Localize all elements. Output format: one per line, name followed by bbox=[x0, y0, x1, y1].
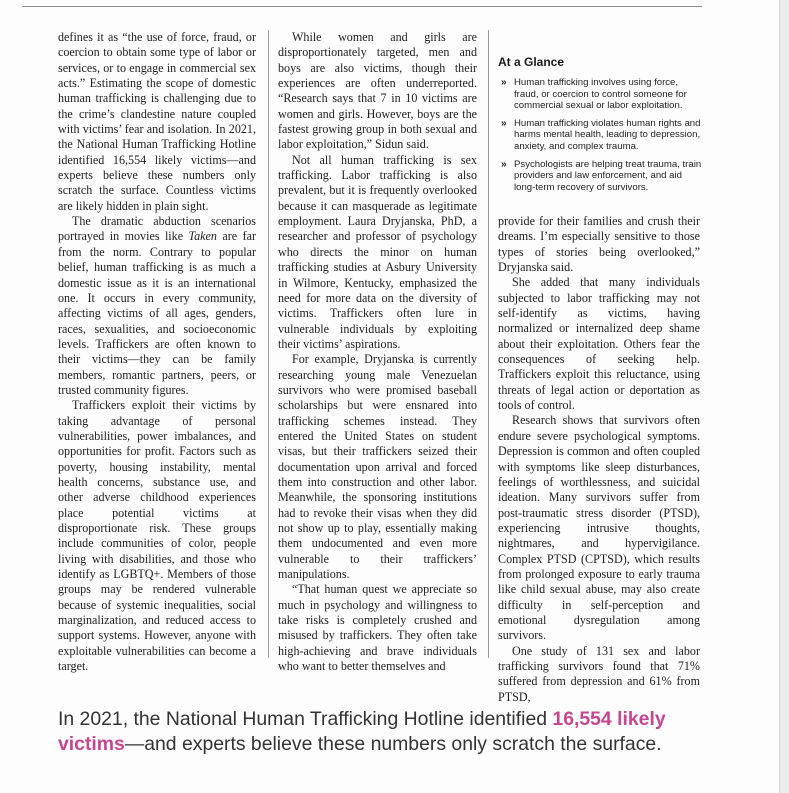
chevron-bullet-icon: » bbox=[501, 117, 507, 129]
column2-paragraph-1: While women and girls are disproportionately targeted, men and boys are also victims, though their experiences are often underreported. “Research says that 7 in 10 victims are women and girls. However, boys are the fastest growing group in both sexual and labor exploitation,” Sidun said. bbox=[278, 30, 477, 152]
pull-quote bbox=[58, 707, 718, 757]
column1-paragraph-1: defines it as “the use of force, fraud, or coercion to obtain some type of labor or services, or to engage in commercial sex acts.” Estimating the scope of domestic human trafficking is challenging due to the crime’s clandestine nature coupled with victims’ fear and isolation. In 2021, the National Human Trafficking Hotline identified 16,554 likely victims—and experts believe these numbers only scratch the surface. Countless victims are likely hidden in plain sight. bbox=[58, 30, 256, 213]
column1-paragraph-2 bbox=[58, 214, 256, 398]
movie-title: Taken bbox=[188, 229, 217, 244]
column2-paragraph-3: For example, Dryjanska is currently researching young male Venezuelan survivors who were promised baseball scholarships but were ensnared into trafficking schemes instead. They entered the United States on student visas, but their traffickers seized their documentation upon arrival and forced them into construction and other labor. Meanwhile, the sponsoring institutions had to revoke their visas when they did not show up to play, essentially making them undocumented and even more vulnerable to their traffickers’ manipulations. bbox=[278, 352, 477, 582]
chevron-bullet-icon: » bbox=[501, 77, 507, 88]
page-edge bbox=[779, 0, 789, 793]
top-rule bbox=[22, 6, 702, 7]
pull-quote-highlight: 16,554 likely victims bbox=[58, 708, 666, 755]
pull-quote-after: —and experts believe these numbers only scratch the surface. bbox=[124, 733, 662, 755]
glance-item-text: Human trafficking involves using force, fraud, or coercion to control someone for commercial sexual or labor exploitation. bbox=[514, 77, 687, 112]
column-divider-1 bbox=[268, 30, 269, 658]
column3-paragraph-3: Research shows that survivors often endure severe psychological symptoms. Depression is common and often coupled with symptoms like sleep disturbances, feelings of worthlessness, and suicidal ideation. Many survivors suffer from post-traumatic stress disorder (PTSD), experiencing intrusive thoughts, nightmares, and hypervigilance. Complex PTSD (CPTSD), which results from prolonged exposure to early trauma like child sexual abuse, may also create difficulty in self-perception and emotional dysregulation among survivors. bbox=[498, 413, 700, 643]
glance-item bbox=[498, 118, 703, 153]
glance-item-text: Human trafficking violates human rights and harms mental health, leading to depression, anxiety, and complex trauma. bbox=[514, 117, 701, 152]
article-column-3 bbox=[498, 214, 700, 705]
at-a-glance-box bbox=[498, 55, 703, 199]
column1-p2-before: The dramatic abduction scenarios portrayed in movies like bbox=[58, 214, 256, 244]
column2-paragraph-2: Not all human trafficking is sex trafficking. Labor trafficking is also prevalent, but it is frequently overlooked because it can masquerade as legitimate employment. Laura Dryjanska, PhD, a researcher and professor of psychology who directs the minor on human trafficking studies at Asbury University in Wilmore, Kentucky, emphasized the need for more data on the diversity of victims. Traffickers often lure in vulnerable individuals by exploiting their victims’ aspirations. bbox=[278, 152, 477, 351]
article-column-2 bbox=[278, 30, 477, 674]
glance-item-text: Psychologists are helping treat trauma, train providers and law enforcement, and aid long-term recovery of survivors. bbox=[514, 158, 702, 193]
column3-paragraph-4: One study of 131 sex and labor trafficking survivors found that 71% suffered from depression and 61% from PTSD, bbox=[498, 643, 700, 704]
glance-item bbox=[498, 77, 703, 112]
glance-title: At a Glance bbox=[498, 55, 565, 69]
glance-list bbox=[498, 77, 703, 193]
chevron-bullet-icon: » bbox=[501, 158, 507, 170]
column3-paragraph-1: provide for their families and crush their dreams. I’m especially sensitive to those types of stories being overlooked,” Dryjanska said. bbox=[498, 214, 700, 275]
column1-paragraph-3: Traffickers exploit their victims by taking advantage of personal vulnerabilities, power imbalances, and opportunities for profit. Factors such as poverty, housing instability, mental health concerns, substance use, and other adverse childhood experiences place potential victims at disproportionate risk. These groups include communities of color, people living with disabilities, and those who identify as LGBTQ+. Members of those groups may be rendered vulnerable because of systemic inequalities, social marginalization, and reduced access to support systems. However, anyone with exploitable vulnerabilities can become a target. bbox=[58, 398, 256, 674]
column2-paragraph-4: “That human quest we appreciate so much in psychology and willingness to take risks is completely crushed and misused by traffickers. They often take high-achieving and brave individuals who want to better themselves and bbox=[278, 582, 477, 674]
glance-item bbox=[498, 159, 703, 194]
column1-p2-after: are far from the norm. Contrary to popular belief, human trafficking is as much a domestic issue as it is an international one. It occurs in every community, affecting victims of all ages, genders, races, sexualities, and socioeconomic levels. Traffickers are often known to their victims—they can be family members, romantic partners, peers, or trusted community figures. bbox=[58, 229, 256, 397]
article-column-1 bbox=[58, 30, 256, 674]
pull-quote-before: In 2021, the National Human Trafficking Hotline identified bbox=[58, 708, 553, 730]
column-divider-2 bbox=[488, 30, 489, 658]
column3-paragraph-2: She added that many individuals subjected to labor trafficking may not self-identify as victims, having normalized or internalized deep shame about their exploitation. Others fear the consequences of seeking help. Traffickers exploit this reluctance, using threats of legal action or deportation as tools of control. bbox=[498, 275, 700, 413]
